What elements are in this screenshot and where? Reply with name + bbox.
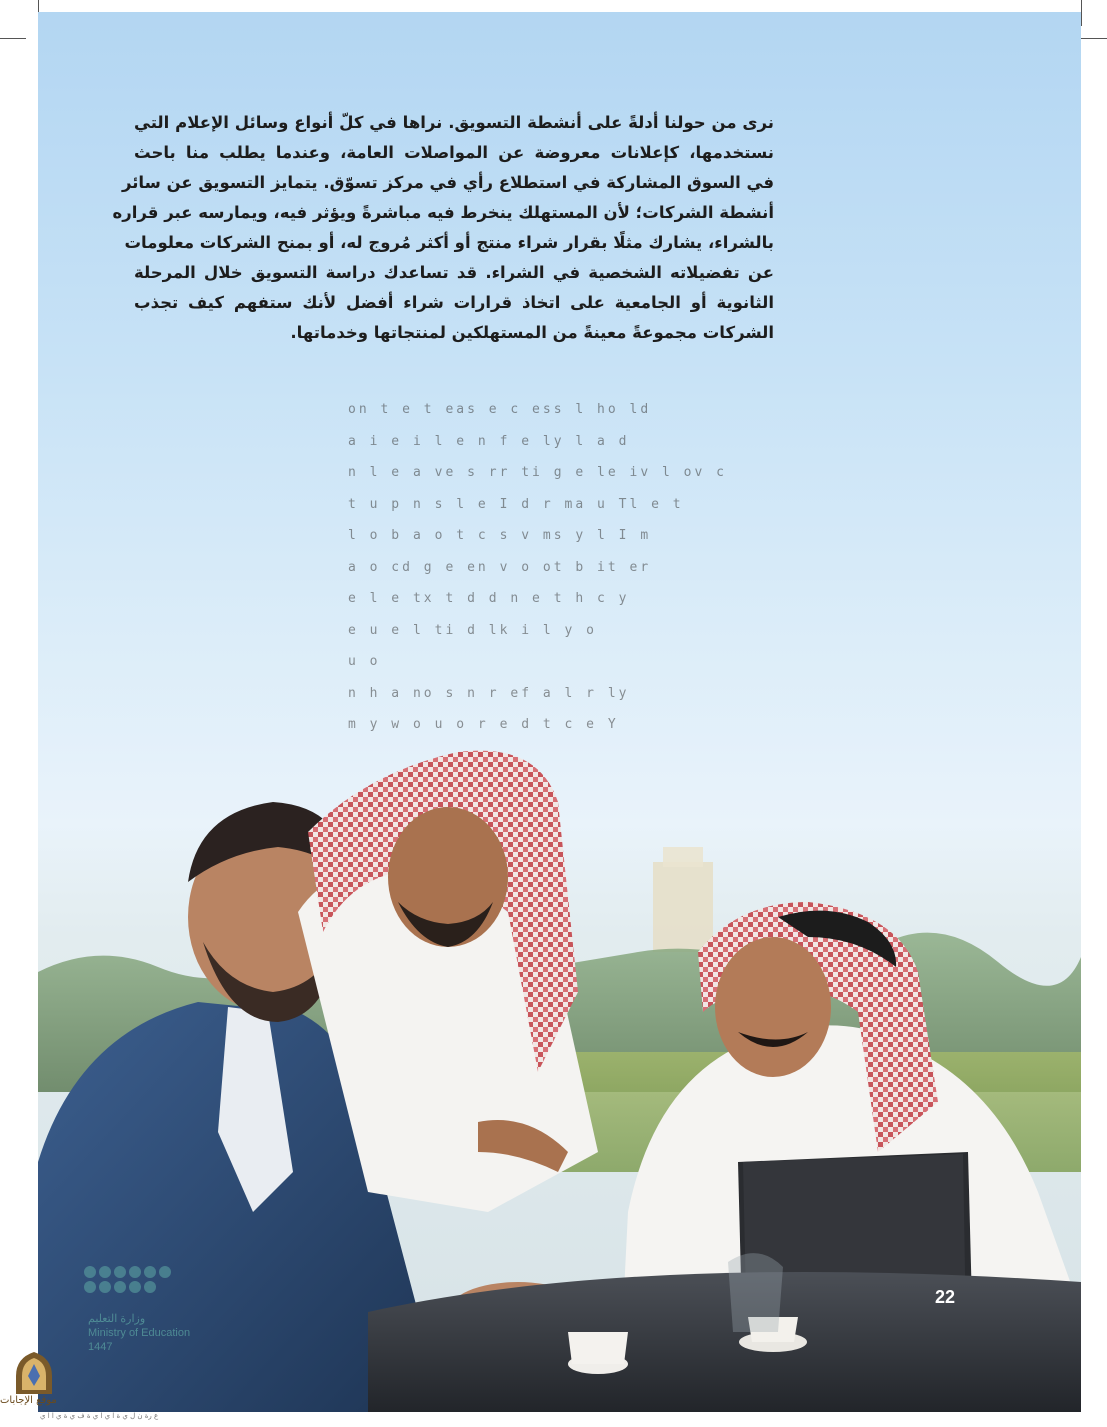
crop-mark [1081, 38, 1107, 39]
faded-line: l o b a o t c s v ms y l I m [348, 528, 652, 543]
ministry-caption [88, 1312, 190, 1354]
paragraph-line: عن تفضيلاته الشخصية في الشراء. قد تساعدك دراسة التسويق خلال المرحلة [134, 263, 774, 282]
ministry-arabic: وزارة التعليم [88, 1313, 146, 1325]
paragraph-line: بالشراء، يشارك مثلًا بقرار شراء منتج أو أكثر مُروج له، أو بمنح الشركات معلومات [124, 233, 774, 252]
faded-line: a i e i l e n f e ly l a d [348, 433, 630, 449]
faded-line: e u e l ti d lk i l y o [348, 622, 598, 638]
paragraph-line: نستخدمها، كإعلانات معروضة عن المواصلات العامة، وعندما يطلب منا باحث [134, 143, 774, 162]
faded-line: n h a no s n r ef a l r ly [348, 685, 630, 701]
page-sheet [38, 12, 1081, 1412]
paragraph-line: في السوق المشاركة في استطلاع رأي في مركز تسوّق. يتمايز التسويق عن سائر [121, 173, 774, 192]
page-number: 22 [935, 1287, 956, 1307]
faded-line: on t e t eas e c ess l ho ld [348, 402, 652, 417]
paragraph-line: أنشطة الشركات؛ لأن المستهلك ينخرط فيه مباشرةً ويؤثر فيه، ويمارسه عبر قراره [112, 203, 774, 222]
ministry-year: 1447 [88, 1341, 113, 1353]
faded-line: t u p n s l e I d r ma u Tl e t [348, 496, 684, 512]
intro-paragraph [112, 108, 774, 348]
faded-line: n l e a ve s rr ti g e le iv l ov c [348, 465, 727, 480]
crop-mark [1081, 0, 1082, 26]
faded-line: u o [348, 654, 381, 669]
answers-site-label: موقع الإجابات [0, 1395, 57, 1406]
faded-line: e l e tx t d d n e t h c y [348, 591, 630, 606]
crop-mark [0, 38, 26, 39]
paragraph-line: الشركات مجموعةً معينةً من المستهلكين لمنتجاتها وخدماتها. [290, 323, 774, 342]
faded-show-through-text [348, 394, 933, 741]
ministry-english: Ministry of Education [88, 1327, 191, 1339]
paragraph-line: نرى من حولنا أدلةً على أنشطة التسويق. نراها في كلّ أنواع وسائل الإعلام التي [134, 113, 774, 132]
faded-line: m y w o u o r e d t c e Y [348, 717, 619, 732]
footer-metadata-line: ع رة ن ل ي ة ا ي ا ي ة ف ي ة ي ا ا ي [40, 1412, 159, 1420]
answers-site-badge-icon [12, 1350, 56, 1396]
paragraph-line: الثانوية أو الجامعية على اتخاذ قرارات شراء أفضل لأنك ستفهم كيف تجذب [134, 293, 774, 312]
faded-line: a o cd g e en v o ot b it er [348, 559, 652, 575]
